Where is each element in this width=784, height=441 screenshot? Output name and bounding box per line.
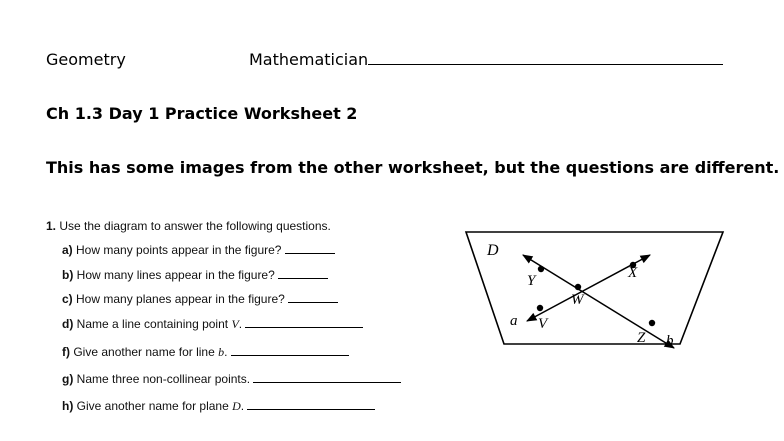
plane-outline xyxy=(466,232,723,344)
plane-diagram xyxy=(460,222,750,352)
point-y-label: Y xyxy=(527,273,536,289)
point-v-dot xyxy=(537,305,543,311)
point-y-dot xyxy=(538,266,544,272)
answer-blank[interactable] xyxy=(231,345,349,356)
name-field[interactable] xyxy=(249,50,723,69)
line-a-label: a xyxy=(510,313,518,329)
part-variable: b xyxy=(218,345,225,359)
part-variable: D xyxy=(232,399,241,413)
part-suffix: . xyxy=(240,399,245,413)
part-suffix: . xyxy=(238,317,243,331)
part-b xyxy=(62,268,328,282)
point-z-label: Z xyxy=(637,330,646,346)
part-d xyxy=(62,317,363,332)
worksheet-note: This has some images from the other worksheet, but the questions are different. xyxy=(46,158,780,177)
part-variable: V xyxy=(231,317,239,331)
part-text: How many lines appear in the figure? xyxy=(76,268,275,282)
answer-blank[interactable] xyxy=(245,317,363,328)
part-letter: d) xyxy=(62,317,74,331)
part-text: Name three non-collinear points. xyxy=(76,372,251,386)
part-f xyxy=(62,345,349,360)
part-letter: g) xyxy=(62,372,74,386)
part-g xyxy=(62,372,401,386)
point-z-dot xyxy=(649,320,655,326)
name-label: Mathematician xyxy=(249,50,369,69)
line-b xyxy=(523,255,674,348)
part-letter: c) xyxy=(62,292,73,306)
name-blank[interactable] xyxy=(368,52,723,65)
part-c xyxy=(62,292,338,306)
point-v-label: V xyxy=(538,316,548,332)
point-x-label: X xyxy=(628,265,638,281)
answer-blank[interactable] xyxy=(253,372,401,383)
line-b-label: b xyxy=(666,333,674,349)
part-text: Give another name for line xyxy=(73,345,215,359)
plane-label: D xyxy=(487,242,499,259)
part-text: Name a line containing point xyxy=(76,317,229,331)
point-w-dot xyxy=(575,284,581,290)
part-letter: h) xyxy=(62,399,74,413)
part-h xyxy=(62,399,375,414)
question-prompt xyxy=(46,219,331,233)
question-number: 1. xyxy=(46,219,57,233)
part-text: How many planes appear in the figure? xyxy=(76,292,285,306)
answer-blank[interactable] xyxy=(247,399,375,410)
answer-blank[interactable] xyxy=(278,268,328,279)
point-w-label: W xyxy=(571,292,584,308)
part-a xyxy=(62,243,335,257)
part-letter: b) xyxy=(62,268,74,282)
question-text: Use the diagram to answer the following questions. xyxy=(59,219,331,233)
part-letter: f) xyxy=(62,345,70,359)
answer-blank[interactable] xyxy=(288,292,338,303)
answer-blank[interactable] xyxy=(285,243,335,254)
part-text: Give another name for plane xyxy=(76,399,229,413)
worksheet-title: Ch 1.3 Day 1 Practice Worksheet 2 xyxy=(46,104,358,123)
part-suffix: . xyxy=(224,345,228,359)
part-letter: a) xyxy=(62,243,73,257)
subject-label: Geometry xyxy=(46,50,126,69)
part-text: How many points appear in the figure? xyxy=(76,243,282,257)
